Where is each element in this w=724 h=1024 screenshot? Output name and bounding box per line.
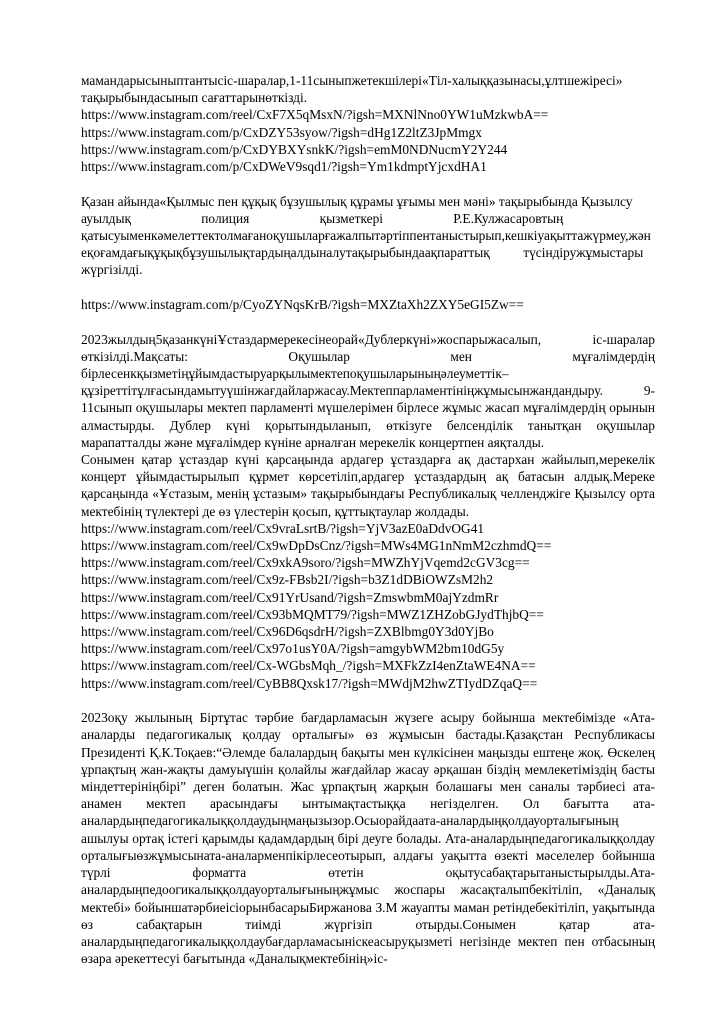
- paragraph-2: [81, 193, 655, 279]
- paragraph-2-line: еқоғамдағықұқықбұзушылықтардыңалдыналутақырыбындаақпараттық түсіндіружұмыстары: [81, 245, 644, 261]
- instagram-link[interactable]: https://www.instagram.com/reel/CyBB8Qxsk17/?igsh=MWdjM2hwZTIydDZqaQ==: [81, 675, 538, 691]
- paragraph-2-line: жүргізілді.: [81, 262, 143, 278]
- instagram-link[interactable]: https://www.instagram.com/reel/Cx9vraLsrtB/?igsh=YjV3azE0aDdvOG41: [81, 520, 485, 536]
- instagram-link[interactable]: https://www.instagram.com/reel/Cx91YrUsand/?igsh=ZmswbmM0ajYzdmRr: [81, 589, 499, 605]
- instagram-link[interactable]: https://www.instagram.com/reel/Cx97o1usY0A/?igsh=amgybWM2bm10dG5y: [81, 641, 505, 657]
- paragraph-3-text: 2023жылдың5қазанкүніҰстаздармерекесінеорай«Дублеркүні»жоспарыжасалып, іс-шаралар өткізілді.Мақсаты: Оқушылар мен мұғалімдердің бірлесенкқызметіңұйымдастыруарқылымектепоқушыларыныңәлеуметтік–құзіреттітұлғасындамытуүшінжағдайларжасау.Мектеппарламентініңжұмысынжандандыру. 9-11сынып оқушылары мектеп парламенті мүшелерімен бірлесе жұмыс жасап мұғалімдердің орынын алмастырды. Дублер күні қорытындыланып, өткізуге белсенділік танытқан оқушылар марапатталды және мұғалімдер күніне арналған мерекелік концертпен аяқталды.: [81, 331, 655, 450]
- instagram-link[interactable]: https://www.instagram.com/reel/Cx93bMQMT79/?igsh=MWZ1ZHZobGJydThjbQ==: [81, 606, 544, 622]
- document-page: [81, 72, 655, 967]
- paragraph-3-links: [81, 520, 655, 692]
- paragraph-1-line-2: тақырыбындасынып сағаттарынөткізді.: [81, 90, 308, 106]
- paragraph-2-line: Қазан айында«Қылмыс пен құқық бұзушылық құрамы ұғымы мен мәні» тақырыбында Қызылсу: [81, 193, 633, 209]
- paragraph-3-text-2: Сонымен қатар ұстаздар күні қарсаңында ардагер ұстаздарға ақ дастархан жайылып,мерекелік концерт ұйымдастырылып құрмет көрсетіліп,ардагер ұстаздардың ақ батасын алдық.Мереке қарсаңында «Ұстазым, менің ұстазым» тақырыбындағы Республикалық челленджіге Қызылсу орта мектебінің түлектері де өз үлестерін қосып, құттықтаулар жолдады.: [81, 452, 655, 519]
- instagram-link[interactable]: https://www.instagram.com/reel/Cx9z-FBsb2I/?igsh=b3Z1dDBiOWZsM2h2: [81, 572, 494, 588]
- paragraph-2-line: ауылдық полиция қызметкері Р.Е.Кулжасаровтың: [81, 210, 564, 226]
- paragraph-4-text: 2023оқу жылының Біртұтас тәрбие бағдарламасын жүзеге асыру бойынша мектебімізде «Ата-аналарды педагогикалық қолдау орталығы» өз жұмысын бастады.Қазақстан Республикасы Президенті Қ.К.Тоқаев:“Әлемде балалардың бақыты мен күлкісінен маңызды ештеңе жоқ. Өскелең ұрпақтың жан-жақты дамуыүшін қолайлы жағдайлар жасау әрқашан біздің мемлекетіміздің басты міндеттерініңбірі” деген болатын. Жас ұрпақтың жарқын болашағы мен саналы тәрбиесі ата-анамен мектеп арасындағы ынтымақтастыққа негізделген. Ол бағытта ата-аналардыңпедагогикалыққолдаудыңмаңызызор.Осыорайдаата-аналардыңқолдауорталығының: [81, 710, 655, 829]
- instagram-link[interactable]: https://www.instagram.com/reel/Cx9wDpDsCnz/?igsh=MWs4MG1nNmM2czhmdQ==: [81, 538, 552, 554]
- instagram-link[interactable]: https://www.instagram.com/p/CyoZYNqsKrB/?igsh=MXZtaXh2ZXY5eGI5Zw==: [81, 297, 524, 313]
- paragraph-4-text-2: ашылуы ортақ істегі қарымды қадамдардың бірі деуге болады. Ата-аналардыңпедагогикалыққолдау орталығыөзжұмысынатa-аналарменпікірлесеотырып, алдағы уақытта өзекті мәселелер бойынша түрлі форматта өтетін оқытусабақтарытаныстырылды.Ата-аналардыңпедоогикалыққолдауорталығыныңжұмыс жоспары жасақталыпбекітіліп, «Даналық мектебі» бойыншатәрбиеісіорынбасарыБиржанова З.М жауапты маман ретіндебекітіліп, уақытында өз сабақтарын тиімді жүргізіп отырды.Сонымен қатар ата-аналардыңпедагогикалыққолдаубағдарламасыніскеасыруқызметі негізінде мектеп пен отбасының өзара әрекеттесуі бағытында «Даналықмектебінің»іс-: [81, 830, 655, 967]
- instagram-link[interactable]: https://www.instagram.com/reel/Cx9xkA9soro/?igsh=MWZhYjVqemd2cGV3cg==: [81, 555, 530, 571]
- paragraph-2-link-block: [81, 296, 655, 313]
- instagram-link[interactable]: https://www.instagram.com/p/CxDWeV9sqd1/?igsh=Ym1kdmptYjcxdHA1: [81, 159, 487, 175]
- paragraph-1: [81, 72, 655, 175]
- instagram-link[interactable]: https://www.instagram.com/reel/Cx-WGbsMqh_/?igsh=MXFkZzI4enZtaWE4NA==: [81, 658, 536, 674]
- paragraph-1-line-1: мамандарысыныптантысіс-шаралар,1-11сыныпжетекшілері«Тіл-халыққазынасы,ұлтшежіресі»: [81, 73, 623, 88]
- instagram-link[interactable]: https://www.instagram.com/reel/Cx96D6qsdrH/?igsh=ZXBlbmg0Y3d0YjBo: [81, 624, 494, 640]
- paragraph-2-line: қатысуыменкәмелеттектолмағаноқушыларғажалпытәртіппентаныстырып,кешкіуақыттажүрмеу,жән: [81, 228, 651, 244]
- instagram-link[interactable]: https://www.instagram.com/p/CxDYBXYsnkK/?igsh=emM0NDNucmY2Y244: [81, 141, 508, 157]
- instagram-link[interactable]: https://www.instagram.com/p/CxDZY53syow/?igsh=dHg1Z2ltZ3JpMmgx: [81, 124, 482, 140]
- instagram-link[interactable]: https://www.instagram.com/reel/CxF7X5qMsxN/?igsh=MXNlNno0YW1uMzkwbA==: [81, 107, 549, 123]
